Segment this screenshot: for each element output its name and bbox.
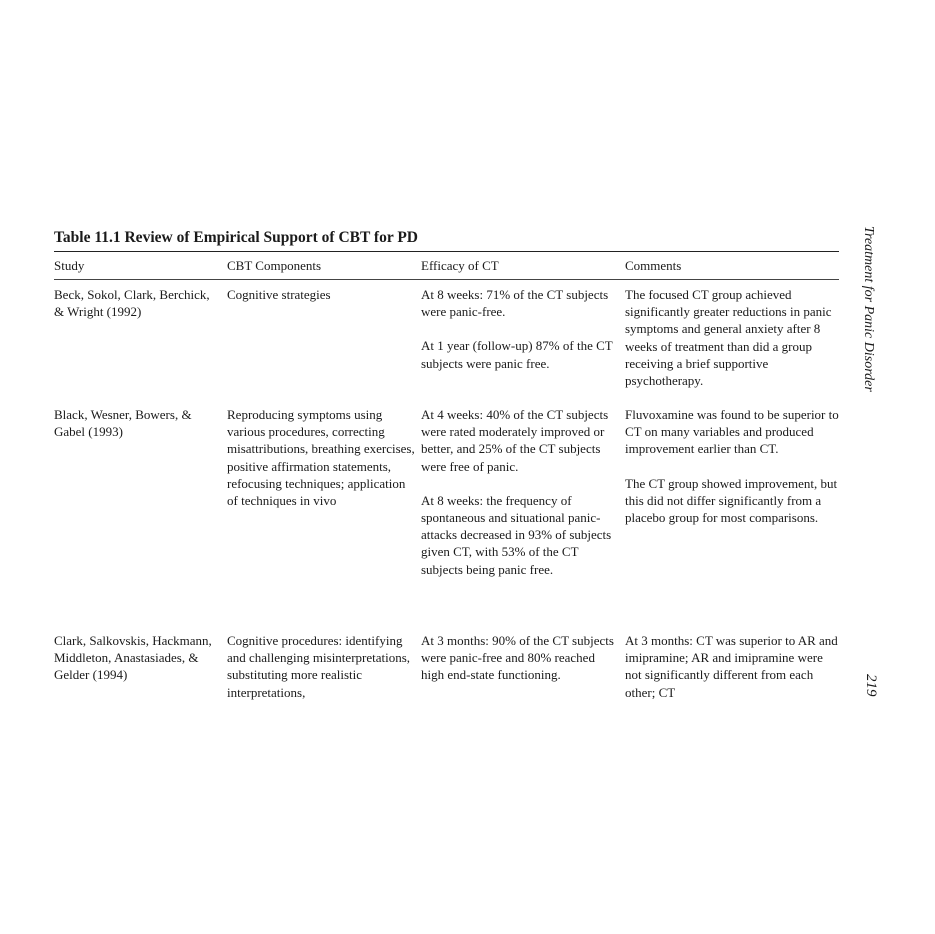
row-3-comments-para-1: At 3 months: CT was superior to AR and imipramine; AR and imipramine were not significantly different from each other; CT [625,633,838,700]
row-3-efficacy-para-1: At 3 months: 90% of the CT subjects were panic-free and 80% reached high end-state functioning. [421,633,614,683]
page-number: 219 [863,674,879,697]
row-1-efficacy [421,286,619,372]
top-rule [54,251,839,252]
running-head: Treatment for Panic Disorder [861,226,876,392]
row-2-comments-para-1: Fluvoxamine was found to be superior to CT on many variables and produced improvement earlier than CT. [625,407,839,457]
row-2-efficacy-para-1: At 4 weeks: 40% of the CT subjects were rated moderately improved or better, and 25% of the CT subjects were free of panic. [421,407,609,474]
column-header-efficacy: Efficacy of CT [421,258,499,273]
column-header-comments: Comments [625,258,682,273]
row-3-study: Clark, Salkovskis, Hackmann, Middleton, Anastasiades, & Gelder (1994) [54,633,212,683]
row-2-comments-para-2: The CT group showed improvement, but this did not differ significantly from a placebo group for most comparisons. [625,475,838,526]
row-2-study: Black, Wesner, Bowers, & Gabel (1993) [54,407,192,440]
row-2-components: Reproducing symptoms using various procedures, correcting misattributions, breathing exercises, positive affirmation statements, refocusing techniques; application of techniques in vivo [227,407,415,509]
column-header-study: Study [54,258,85,273]
row-1-comments-para-1: The focused CT group achieved significantly greater reductions in panic symptoms and general anxiety after 8 weeks of treatment than did a group receiving a brief supportive psychotherapy. [625,287,832,389]
table-title: Table 11.1 Review of Empirical Support of CBT for PD [54,229,418,246]
row-1-study: Beck, Sokol, Clark, Berchick, & Wright (1992) [54,287,210,320]
column-header-components: CBT Components [227,258,322,273]
row-1-efficacy-para-2: At 1 year (follow-up) 87% of the CT subjects were panic free. [421,338,613,371]
row-3-efficacy [421,632,619,684]
row-2-efficacy-para-2: At 8 weeks: the frequency of spontaneous and situational panic-attacks decreased in 93% of subjects given CT, with 53% of the CT subjects being panic free. [421,492,612,577]
row-1-efficacy-para-1: At 8 weeks: 71% of the CT subjects were panic-free. [421,287,609,320]
row-2-comments [625,406,839,526]
row-3-comments [625,632,839,701]
row-2-efficacy [421,406,619,578]
row-3-components: Cognitive procedures: identifying and challenging misinterpretations, substituting more realistic interpretations, [227,633,411,700]
row-1-components: Cognitive strategies [227,287,331,302]
header-rule [54,279,839,280]
row-1-comments [625,286,839,389]
